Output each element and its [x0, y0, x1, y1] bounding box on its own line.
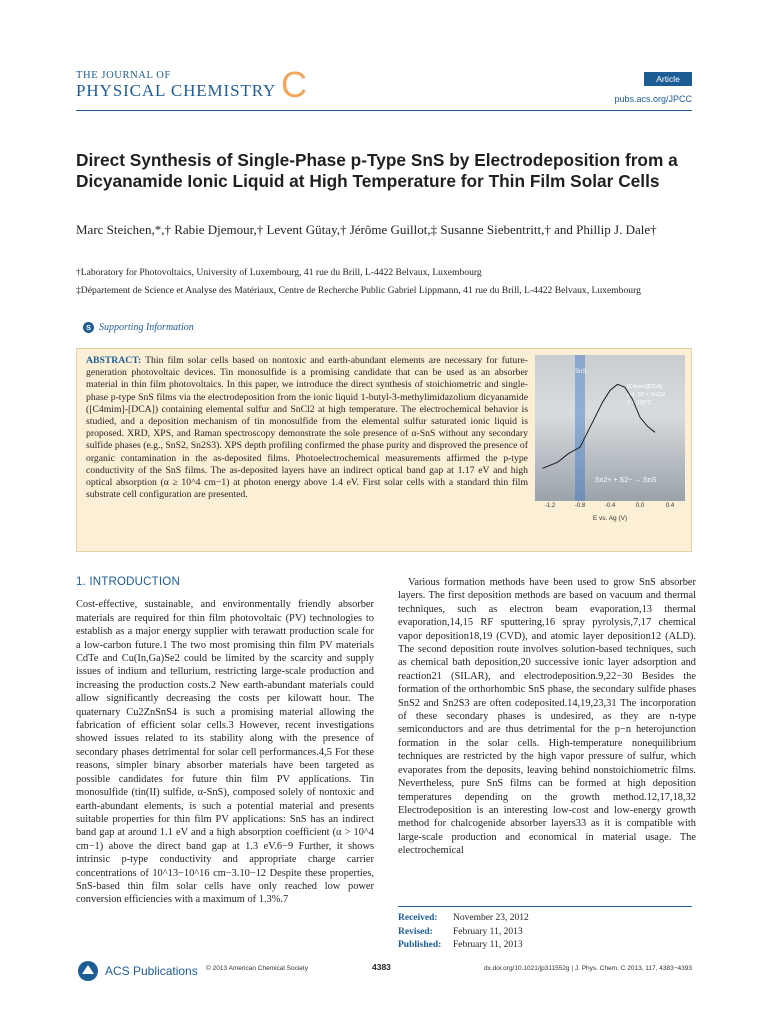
journal-logo: [76, 64, 336, 108]
reaction-label: Sn2+ + S2− → SnS: [595, 477, 657, 484]
abstract-label: ABSTRACT:: [86, 355, 142, 366]
journal-name-line2: PHYSICAL CHEMISTRY: [76, 81, 277, 100]
acs-publications-logo: [76, 959, 198, 983]
author-list: Marc Steichen,*,† Rabie Djemour,† Levent Gütay,† Jérôme Guillot,‡ Susanne Siebentritt,† and Phillip J. Dale†: [76, 222, 657, 237]
date-label: Revised:: [398, 926, 433, 937]
journal-url-link[interactable]: pubs.acs.org/JPCC: [614, 94, 692, 104]
supporting-information-link[interactable]: [83, 322, 194, 333]
date-row: [398, 912, 692, 926]
date-value: February 11, 2013: [453, 940, 523, 950]
article-title: Direct Synthesis of Single-Phase p-Type SnS by Electrodeposition from a Dicyanamide Ionic Liquid at High Temperature for Thin Film Solar Cells: [76, 150, 678, 191]
journal-section-letter: C: [281, 64, 307, 105]
abstract-text: [86, 355, 528, 501]
condition-line: T = 130°C: [627, 400, 652, 406]
header-rule: [76, 110, 692, 111]
x-tick-label: 0.0: [635, 503, 645, 509]
condition-line: [C4mim][DCA]: [627, 384, 663, 390]
band-label: SnS: [575, 369, 587, 375]
page-number: 4383: [372, 962, 391, 972]
intro-paragraph: Cost-effective, sustainable, and environmentally friendly absorber materials are required for thin film photovoltaic (PV) technologies to establish as a major energy supplier with terawatt production scale for a low-carbon future.1 The two most promising thin film PV materials CdTe and Cu(In,Ga)Se2 could be limited by the scarcity and supply issues of indium and tellurium, restricting large-scale production and increasing the production costs.2 New earth-abundant materials could allow significantly decreasing the costs per kilowatt hour. The quaternary Cu2ZnSnS4 is such a promising material allowing the fabrication of efficient solar cells.3 However, recent investigations showed issues related to its stability along with the presence of secondary phases detrimental for solar cell performances.4,5 For these reasons, simpler binary absorber materials have been targeted as possible candidates for future thin film PV applications. Tin monosulfide (tin(II) sulfide, α-SnS), composed solely of nontoxic and earth-abundant elements, is such a potential material and presents suitable properties for thin film PV applications: SnS has an indirect band gap at around 1.1 eV and a high absorption coefficient (α > 10^4 cm−1) above the direct band gap at 1.3 eV.6−9 Further, it shows intrinsic p-type conductivity and appropriate charge carrier concentrations of 10^13−10^16 cm−3.10−12 Despite these properties, SnS-based thin film solar cells have only reached low power conversion efficiencies with a maximum of 1.3%.7: [76, 599, 374, 906]
date-row: [398, 939, 692, 953]
toc-plot-area: [535, 355, 685, 501]
cv-curve-svg: [535, 355, 685, 501]
x-tick-label: -0.4: [604, 503, 616, 509]
x-tick-label: -1.2: [544, 503, 556, 509]
affiliation-2: ‡Département de Science et Analyse des Matériaux, Centre de Recherche Public Gabriel Lippmann, 41 rue du Brill, L-4422 Belvaux, Luxembourg: [76, 285, 641, 296]
x-tick-label: -0.8: [574, 503, 586, 509]
publisher-name: ACS Publications: [105, 964, 198, 978]
condition-line: sat. S8 + SnCl2: [627, 392, 666, 398]
affiliation-1: †Laboratory for Photovoltaics, University of Luxembourg, 41 rue du Brill, L-4422 Belvaux, Luxembourg: [76, 267, 482, 278]
x-tick-label: 0.4: [665, 503, 675, 509]
supporting-info-label: Supporting Information: [99, 322, 194, 333]
date-row: [398, 926, 692, 940]
toc-graphic: [535, 355, 685, 527]
date-value: November 23, 2012: [453, 913, 529, 923]
date-value: February 11, 2013: [453, 926, 523, 937]
abstract-box: [76, 348, 692, 552]
article-dates: [398, 906, 692, 953]
intro-paragraph-continued: Various formation methods have been used to grow SnS absorber layers. The first deposition methods are based on vacuum and thermal techniques, such as electron beam evaporation,13 thermal evaporation,14,15 RF sputtering,16 spray pyrolysis,7,17 chemical vapor deposition18,19 (CVD), and atomic layer deposition12 (ALD). The second deposition route involves solution-based techniques, such as chemical bath deposition,20 successive ionic layer adsorption and reaction21 (SILAR), and electrodeposition.9,22−30 Besides the formation of the orthorhombic SnS phase, the secondary sulfide phases SnS2 and Sn2S3 are often codeposited.14,19,23,31 The incorporation of these secondary phases is undesired, as they are n-type semiconductors and are thus detrimental for the p−n heterojunction formation in the solar cells. High-temperature nonequilibrium techniques are restricted by the high vapor pressure of sulfur, which evaporates from the deposits, leaving behind nonstoichiometric films. Nevertheless, pure SnS films can be formed at high deposition temperatures depending on the growth method.12,17,18,32 Electrodeposition is an interesting low-cost and low-energy growth method for chalcogenide absorber layers33 as it is compatible with large-scale production and economical in material usage. The electrochemical: [398, 577, 696, 857]
journal-name-line1: THE JOURNAL OF: [76, 70, 171, 81]
copyright-notice: © 2013 American Chemical Society: [206, 965, 308, 972]
cv-series-line: [543, 384, 656, 468]
x-axis-label: E vs. Ag (V): [592, 515, 628, 522]
doi-citation[interactable]: dx.doi.org/10.1021/jp311552g | J. Phys. Chem. C 2013, 117, 4383−4393: [484, 965, 692, 972]
intro-left-column: [76, 576, 374, 907]
abstract-body: Thin film solar cells based on nontoxic and earth-abundant elements are necessary for future-generation photovoltaic devices. Tin monosulfide is a promising candidate that can be used as an absorber material in thin film photovoltaics. In this paper, we introduce the direct synthesis of stoichiometric and single-phase p-type SnS films via the electrodeposition from the ionic liquid 1-butyl-3-methylimidazolium dicyanamide ([C4mim]-[DCA]) containing elemental sulfur and SnCl2 at high temperature. The electrochemical behavior is studied, and a deposition mechanism of tin monosulfide from the elemental sulfur saturated ionic liquid is proposed. XRD, XPS, and Raman spectroscopy demonstrate the sole presence of α-SnS without any secondary sulfide phases (e.g., SnS2, Sn2S3). XPS depth profiling confirmed the phase purity and disproved the presence of organic contamination in the as-deposited films. Photoelectrochemical measurements affirmed the p-type conductivity of the SnS films. The as-deposited layers have an indirect optical band gap at 1.17 eV and high optical absorption (α ≥ 10^4 cm−1) at photon energy above 1.4 eV. First solar cells with a standard thin film substrate cell configuration are presented.: [86, 355, 528, 501]
section-heading: 1. INTRODUCTION: [76, 576, 180, 588]
date-label: Published:: [398, 940, 442, 950]
intro-right-column: [398, 576, 696, 858]
x-axis-ticks: [535, 503, 685, 513]
supporting-info-icon: S: [83, 322, 94, 333]
acs-shield-icon: [76, 959, 100, 983]
date-label: Received:: [398, 913, 438, 923]
article-type-badge: Article: [644, 72, 692, 86]
